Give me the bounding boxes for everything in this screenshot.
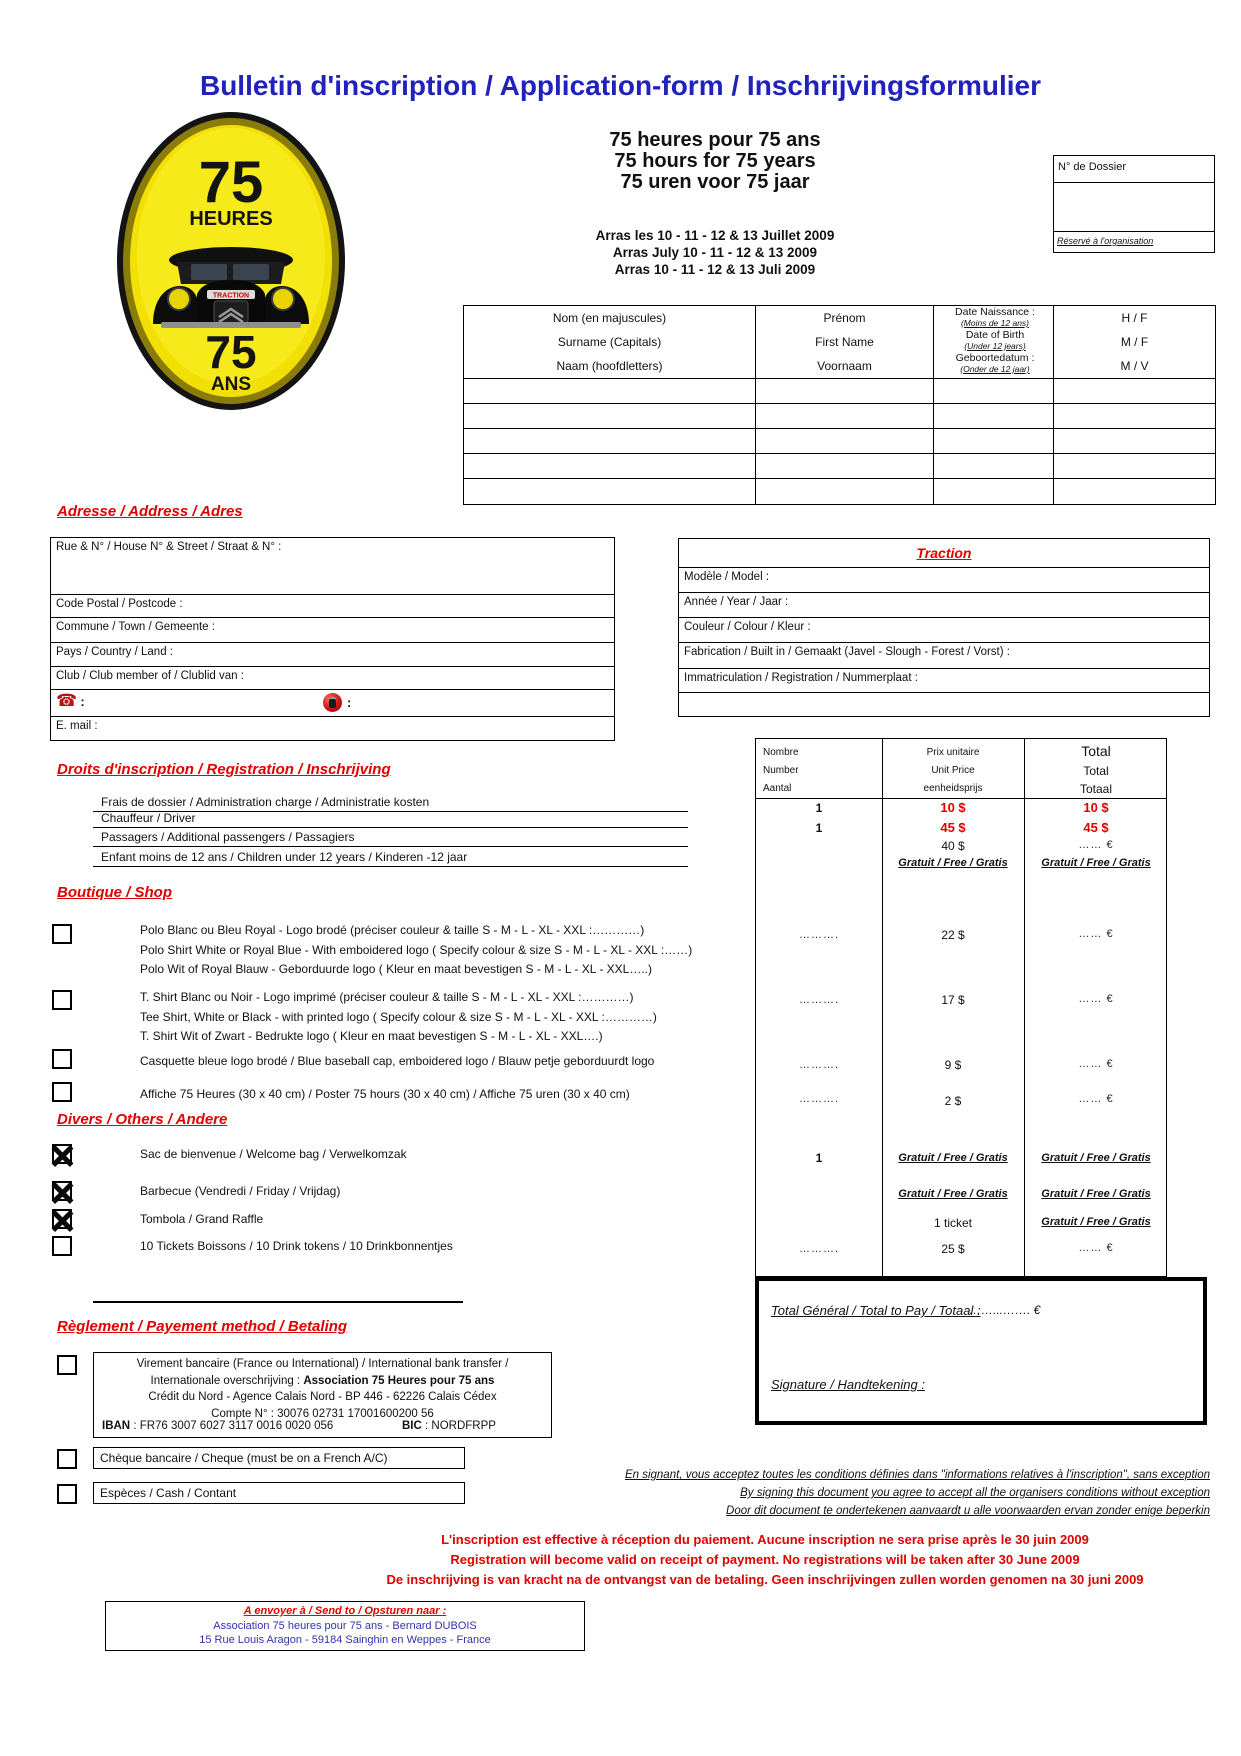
drink-tokens-qty-field[interactable]: ………. xyxy=(798,1243,840,1255)
poster-item-label: Affiche 75 Heures (30 x 40 cm) / Poster 75 hours (30 x 40 cm) / Affiche 75 uren (30 x 40 cm) xyxy=(140,1087,630,1101)
send-to-address: 15 Rue Louis Aragon - 59184 Sainghin en Weppes - France xyxy=(199,1634,491,1646)
cash-box xyxy=(93,1482,465,1504)
tombola-total: Gratuit / Free / Gratis xyxy=(1041,1216,1151,1228)
drink-tokens-label: 10 Tickets Boissons / 10 Drink tokens / 10 Drinkbonnentjes xyxy=(140,1239,453,1253)
total-box xyxy=(755,1277,1207,1425)
participant-row xyxy=(464,404,1216,429)
participant-firstname-cell[interactable] xyxy=(756,379,934,404)
traction-75-badge xyxy=(115,110,347,412)
bank-association-name: Association 75 Heures pour 75 ans xyxy=(303,1374,495,1387)
participant-row xyxy=(464,479,1216,505)
participant-name-cell[interactable] xyxy=(464,404,756,429)
event-date-en: Arras July 10 - 11 - 12 & 13 2009 xyxy=(612,245,818,260)
phone-icon: ☎ xyxy=(56,691,78,710)
polo-item-label: Polo Blanc ou Bleu Royal - Logo brodé (préciser couleur & taille S - M - L - XL - XXL :…………) Polo Shirt White or Royal Blue - With emboidered logo ( Specify colour & size S - M - L - XL - XXL :……) Polo Wit of Royal Blauw - Geborduurde logo ( Kleur en maat bevestigen S - M - L - XL - XXL…..) xyxy=(140,923,693,976)
deadline-line-nl: De inschrijving is van kracht na de ontvangst van de betaling. Geen inschrijvingen zullen worden genomen na 30 juni 2009 xyxy=(386,1572,1144,1587)
polo-total-field[interactable]: …… € xyxy=(1078,928,1114,940)
tombola-label: Tombola / Grand Raffle xyxy=(140,1212,264,1226)
send-to-box xyxy=(105,1601,585,1651)
traction-year-field[interactable]: Année / Year / Jaar : xyxy=(679,593,1209,618)
traction-registration-field[interactable]: Immatriculation / Registration / Nummerplaat : xyxy=(679,669,1209,693)
cap-qty-field[interactable]: ………. xyxy=(798,1059,840,1071)
deadline-line-en: Registration will become valid on receipt of payment. No registrations will be taken after 30 June 2009 xyxy=(450,1552,1080,1567)
unit-header-nl: eenheidsprijs xyxy=(923,783,983,794)
event-date-nl: Arras 10 - 11 - 12 & 13 Juli 2009 xyxy=(614,262,816,277)
participants-table xyxy=(463,305,1216,505)
poster-qty-field[interactable]: ………. xyxy=(798,1093,840,1105)
registration-item-driver: Chauffeur / Driver xyxy=(93,812,688,828)
club-field[interactable]: Club / Club member of / Clublid van : xyxy=(51,667,614,690)
participant-name-cell[interactable] xyxy=(464,479,756,505)
poster-checkbox[interactable] xyxy=(52,1082,72,1102)
cap-unit-price: 9 $ xyxy=(944,1058,962,1072)
tombola-checkbox[interactable] xyxy=(52,1209,72,1229)
welcome-bag-qty: 1 xyxy=(815,1151,823,1165)
children-total: Gratuit / Free / Gratis xyxy=(1041,857,1151,869)
bank-line-3: Crédit du Nord - Agence Calais Nord - BP 446 - 62226 Calais Cédex xyxy=(148,1391,497,1403)
children-unit-price: Gratuit / Free / Gratis xyxy=(898,857,1008,869)
send-to-heading: A envoyer à / Send to / Opsturen naar : xyxy=(243,1605,447,1617)
cash-label: Espèces / Cash / Contant xyxy=(100,1486,237,1500)
registration-item-children: Enfant moins de 12 ans / Children under 12 years / Kinderen -12 jaar xyxy=(93,847,688,867)
participants-sex-header: H / F M / F M / V xyxy=(1054,306,1216,379)
qty-header-en: Number xyxy=(763,765,799,776)
participant-sex-cell[interactable] xyxy=(1054,454,1216,479)
polo-unit-price: 22 $ xyxy=(941,928,965,942)
total-general-label: Total Général / Total to Pay / Totaal : xyxy=(771,1303,981,1318)
participant-firstname-cell[interactable] xyxy=(756,479,934,505)
event-dates xyxy=(500,227,930,278)
boutique-section-heading: Boutique / Shop xyxy=(57,884,172,901)
passenger-total-field[interactable]: …… € xyxy=(1078,839,1114,851)
participants-firstname-header: Prénom First Name Voornaam xyxy=(756,306,934,379)
admin-unit-price: 10 $ xyxy=(940,800,966,815)
driver-qty: 1 xyxy=(815,821,823,835)
total-header-nl: Totaal xyxy=(1079,782,1113,796)
participant-sex-cell[interactable] xyxy=(1054,404,1216,429)
street-field[interactable]: Rue & N° / House N° & Street / Straat & N° : xyxy=(51,538,614,595)
traction-model-field[interactable]: Modèle / Model : xyxy=(679,568,1209,593)
cheque-checkbox[interactable] xyxy=(57,1449,77,1469)
logo-75-top: 75 xyxy=(198,150,264,215)
admin-total: 10 $ xyxy=(1083,800,1109,815)
email-field[interactable]: E. mail : xyxy=(56,720,98,732)
registration-item-admin: Frais de dossier / Administration charge / Administratie kosten xyxy=(93,794,688,812)
logo-75-bottom: 75 xyxy=(205,326,257,378)
signature-label: Signature / Handtekening : xyxy=(771,1377,925,1392)
participant-firstname-cell[interactable] xyxy=(756,454,934,479)
logo-ans-label: ANS xyxy=(210,374,252,395)
participants-birthdate-header: Date Naissance : (Moins de 12 ans) Date of Birth (Under 12 jears) Geboortedatum : (Onder de 12 jaar) xyxy=(934,306,1054,379)
total-header-en: Total xyxy=(1083,764,1109,778)
welcome-bag-checkbox[interactable] xyxy=(52,1144,72,1164)
dossier-reserved-note: Réservé à l'organisation xyxy=(1054,231,1214,252)
tshirt-item-label: T. Shirt Blanc ou Noir - Logo imprimé (préciser couleur & taille S - M - L - XL - XXL :…………) Tee Shirt, White or Black - with printed logo ( Specify colour & size S - M - L - XL - XXL :…………) T. Shirt Wit of Zwart - Bedrukte logo ( Kleur en maat bevestigen S - M - L - XL - XXL….) xyxy=(140,990,657,1043)
bank-line-4: Compte N° : 30076 02731 17001600200 56 xyxy=(211,1407,434,1420)
poster-total-field[interactable]: …… € xyxy=(1078,1093,1114,1105)
registration-item-passengers: Passagers / Additional passengers / Passagiers xyxy=(93,828,688,847)
cap-total-field[interactable]: …… € xyxy=(1078,1058,1114,1070)
tshirt-unit-price: 17 $ xyxy=(941,993,965,1007)
event-title xyxy=(500,130,930,193)
bank-line-2: Internationale overschrijving : Association 75 Heures pour 75 ans xyxy=(150,1374,495,1387)
send-to-name: Association 75 heures pour 75 ans - Bernard DUBOIS xyxy=(213,1620,477,1632)
passenger-unit-price: 40 $ xyxy=(941,839,965,853)
deadline-warning xyxy=(320,1530,1210,1590)
event-title-fr: 75 heures pour 75 ans xyxy=(609,129,821,151)
drink-tokens-unit: 25 $ xyxy=(941,1242,965,1256)
welcome-bag-unit: Gratuit / Free / Gratis xyxy=(898,1152,1008,1164)
tombola-unit: 1 ticket xyxy=(933,1216,972,1230)
bank-line-1: Virement bancaire (France ou International) / International bank transfer / xyxy=(136,1358,509,1370)
dossier-number-field[interactable] xyxy=(1054,184,1214,232)
barbecue-unit: Gratuit / Free / Gratis xyxy=(898,1188,1008,1200)
tshirt-checkbox[interactable] xyxy=(52,990,72,1010)
event-title-en: 75 hours for 75 years xyxy=(614,150,816,172)
conditions-text xyxy=(440,1466,1210,1520)
participant-birthdate-cell[interactable] xyxy=(934,429,1054,454)
participant-row xyxy=(464,454,1216,479)
postcode-field[interactable]: Code Postal / Postcode : xyxy=(51,595,614,618)
cap-item-label: Casquette bleue logo brodé / Blue baseball cap, emboidered logo / Blauw petje geborduurdt logo xyxy=(140,1054,655,1068)
participant-birthdate-cell[interactable] xyxy=(934,379,1054,404)
polo-qty-field[interactable]: ………. xyxy=(798,929,840,941)
admin-qty: 1 xyxy=(815,801,823,815)
drink-tokens-total-field[interactable]: …… € xyxy=(1078,1242,1114,1254)
mobile-phone-icon xyxy=(323,693,342,712)
traction-car-icon xyxy=(153,247,309,328)
town-field[interactable]: Commune / Town / Gemeente : xyxy=(51,618,614,643)
conditions-line-fr: En signant, vous acceptez toutes les conditions définies dans "informations relatives à l'inscription", sans exception xyxy=(624,1469,1210,1481)
barbecue-label: Barbecue (Vendredi / Friday / Vrijdag) xyxy=(140,1184,341,1198)
traction-heading: Traction xyxy=(679,539,1209,568)
deadline-line-fr: L'inscription est effective à réception du paiement. Aucune inscription ne sera prise après le 30 juin 2009 xyxy=(441,1532,1089,1547)
traction-built-field[interactable]: Fabrication / Built in / Gemaakt (Javel - Slough - Forest / Vorst) : xyxy=(679,643,1209,669)
participant-sex-cell[interactable] xyxy=(1054,429,1216,454)
logo-traction-label: TRACTION xyxy=(212,292,250,300)
total-header-fr: Total xyxy=(1081,743,1111,759)
traction-box xyxy=(678,538,1210,717)
bank-transfer-box xyxy=(93,1352,552,1438)
unit-header-fr: Prix unitaire xyxy=(926,747,980,758)
event-date-fr: Arras les 10 - 11 - 12 & 13 Juillet 2009 xyxy=(595,228,835,243)
participant-birthdate-cell[interactable] xyxy=(934,454,1054,479)
unit-header-en: Unit Price xyxy=(931,765,975,776)
participants-name-header: Nom (en majuscules) Surname (Capitals) Naam (hoofdletters) xyxy=(464,306,756,379)
cap-checkbox[interactable] xyxy=(52,1049,72,1069)
participant-row xyxy=(464,379,1216,404)
participant-name-cell[interactable] xyxy=(464,429,756,454)
driver-unit-price: 45 $ xyxy=(940,820,966,835)
cheque-box xyxy=(93,1447,465,1469)
participant-name-cell[interactable] xyxy=(464,379,756,404)
qty-header-fr: Nombre xyxy=(763,747,799,758)
address-box xyxy=(50,537,615,741)
total-amount-field[interactable]: ……...……. € xyxy=(969,1303,1041,1317)
cash-checkbox[interactable] xyxy=(57,1484,77,1504)
event-logo xyxy=(115,110,347,412)
conditions-line-en: By signing this document you agree to accept all the organisers conditions without exception xyxy=(740,1487,1210,1499)
participant-firstname-cell[interactable] xyxy=(756,429,934,454)
section-divider-rule xyxy=(93,1301,463,1303)
bank-transfer-checkbox[interactable] xyxy=(57,1355,77,1375)
tshirt-qty-field[interactable]: ………. xyxy=(798,994,840,1006)
participant-sex-cell[interactable] xyxy=(1054,479,1216,505)
price-table xyxy=(755,738,1167,1277)
phone-field[interactable]: ☎ : : xyxy=(51,690,614,717)
welcome-bag-label: Sac de bienvenue / Welcome bag / Verwelkomzak xyxy=(140,1147,407,1161)
address-section-heading: Adresse / Address / Adres xyxy=(57,503,243,520)
traction-colour-field[interactable]: Couleur / Colour / Kleur : xyxy=(679,618,1209,643)
country-field[interactable]: Pays / Country / Land : xyxy=(51,643,614,667)
drink-tokens-checkbox[interactable] xyxy=(52,1236,72,1256)
divers-section-heading: Divers / Others / Andere xyxy=(57,1111,228,1128)
page-title: Bulletin d'inscription / Application-form / Inschrijvingsformulier xyxy=(199,70,1041,101)
signature-field[interactable] xyxy=(769,1391,1189,1419)
welcome-bag-total: Gratuit / Free / Gratis xyxy=(1041,1152,1151,1164)
participant-firstname-cell[interactable] xyxy=(756,404,934,429)
event-title-nl: 75 uren voor 75 jaar xyxy=(620,171,810,193)
participant-row xyxy=(464,429,1216,454)
registration-items xyxy=(93,794,688,867)
dossier-number-label: N° de Dossier xyxy=(1054,156,1214,183)
registration-section-heading: Droits d'inscription / Registration / Inschrijving xyxy=(57,761,391,778)
dossier-number-box xyxy=(1053,155,1215,253)
participant-name-cell[interactable] xyxy=(464,454,756,479)
polo-checkbox[interactable] xyxy=(52,924,72,944)
bank-iban-line: IBAN : FR76 3007 6027 3117 0016 0020 056 BIC : NORDFRPP xyxy=(102,1419,496,1432)
traction-empty-field[interactable] xyxy=(679,693,1209,717)
barbecue-total: Gratuit / Free / Gratis xyxy=(1041,1188,1151,1200)
tshirt-total-field[interactable]: …… € xyxy=(1078,993,1114,1005)
payment-section-heading: Règlement / Payement method / Betaling xyxy=(57,1318,348,1335)
cheque-label: Chèque bancaire / Cheque (must be on a French A/C) xyxy=(100,1451,388,1465)
participant-birthdate-cell[interactable] xyxy=(934,479,1054,505)
conditions-line-nl: Door dit document te ondertekenen aanvaardt u alle voorwaarden ervan zonder enige beperkin xyxy=(726,1505,1210,1517)
price-table-header-rule xyxy=(756,798,1166,799)
logo-heures-label: HEURES xyxy=(189,208,273,230)
participant-birthdate-cell[interactable] xyxy=(934,404,1054,429)
barbecue-checkbox[interactable] xyxy=(52,1181,72,1201)
qty-header-nl: Aantal xyxy=(763,783,792,794)
driver-total: 45 $ xyxy=(1083,820,1109,835)
participant-sex-cell[interactable] xyxy=(1054,379,1216,404)
poster-unit-price: 2 $ xyxy=(944,1094,962,1108)
